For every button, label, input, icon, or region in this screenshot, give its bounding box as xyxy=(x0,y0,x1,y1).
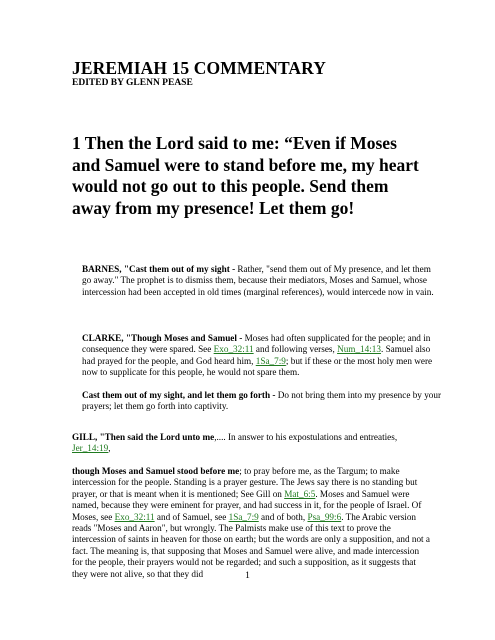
barnes-lead: BARNES, "Cast them out of my sight - xyxy=(82,264,238,274)
gill-text-5: and of Samuel, see xyxy=(154,511,229,522)
document-title: JEREMIAH 15 COMMENTARY xyxy=(72,58,327,78)
clarke-lead: CLARKE, "Though Moses and Samuel - xyxy=(82,333,245,343)
gill-commentary xyxy=(72,432,432,455)
clarke-commentary xyxy=(72,333,442,379)
scripture-link-jer-14-19[interactable]: Jer_14:19 xyxy=(72,443,109,454)
barnes-commentary xyxy=(72,264,442,298)
scripture-link-1sa-7-9-b[interactable]: 1Sa_7:9 xyxy=(228,511,259,522)
clarke-text-2: and following verses, xyxy=(253,344,338,355)
gill-text-7: . The Arabic version reads "Moses and Aaron", but wrongly. The Palmists make use of this text to prove the intercession of saints in heaven for those on earth; but the words are only a supposition, and not a fact. The meaning is, that supposing that Moses and Samuel were alive, and made intercession for the people, their prayers would not be regarded; and such a supposition, as it suggests that they were not alive, so that they did xyxy=(72,511,430,579)
gill-text-4: . Moses and Samuel were named, because they were eminent for prayer, and had success in it, for the people of Israel. Of Moses, see xyxy=(72,488,422,522)
gill-lead: GILL, "Then said the Lord unto me xyxy=(72,432,215,442)
scripture-link-num-14-13[interactable]: Num_14:13 xyxy=(337,344,381,355)
scripture-link-mat-6-5[interactable]: Mat_6:5 xyxy=(284,488,316,499)
gill-text-6: and of both, xyxy=(258,511,308,522)
clarke-text-3: . Samuel also had prayed for the people, and God heard him, xyxy=(82,344,431,366)
document-subtitle: EDITED BY GLENN PEASE xyxy=(72,78,193,88)
gill-lead-2: though Moses and Samuel stood before me xyxy=(72,466,240,476)
gill-commentary-2 xyxy=(72,466,432,580)
scripture-link-exo-32-11[interactable]: Exo_32:11 xyxy=(213,344,254,355)
scripture-link-1sa-7-9[interactable]: 1Sa_7:9 xyxy=(255,355,286,366)
scripture-link-psa-99-6[interactable]: Psa_99:6 xyxy=(307,511,342,522)
barnes-text: Rather, "send them out of My presence, and let them go away." The prophet is to dismiss them, because their mediators, Moses and Samuel, whose intercession had been accepted in old times (marginal references), would intercede now in vain. xyxy=(82,264,434,297)
gill-text-2: , xyxy=(108,443,111,454)
page-number: 1 xyxy=(245,571,250,581)
scripture-link-exo-32-11-b[interactable]: Exo_32:11 xyxy=(114,511,155,522)
verse-heading: 1 Then the Lord said to me: “Even if Moses and Samuel were to stand before me, my heart would not go out to this people. Send them away from my presence! Let them go! xyxy=(72,133,419,218)
clarke-text-4: ; but if these or the most holy men were now to supplicate for this people, he would not spare them. xyxy=(82,355,433,378)
gill-text-3: ; to pray before me, as the Targum; to make intercession for the people. Standing is a prayer gesture. The Jews say there is no standing but prayer, or that is meant when it is mentioned; See Gill on xyxy=(72,466,418,499)
clarke-lead-2: Cast them out of my sight, and let them go forth - xyxy=(82,390,278,400)
clarke-text-1: Moses had often supplicated for the people; and in consequence they were spared. See xyxy=(82,333,431,355)
clarke-text-5: Do not bring them into my presence by your prayers; let them go forth into captivity. xyxy=(82,390,442,412)
gill-text-1: ,.... In answer to his expostulations and entreaties, xyxy=(214,432,398,442)
clarke-commentary-2 xyxy=(72,390,442,413)
